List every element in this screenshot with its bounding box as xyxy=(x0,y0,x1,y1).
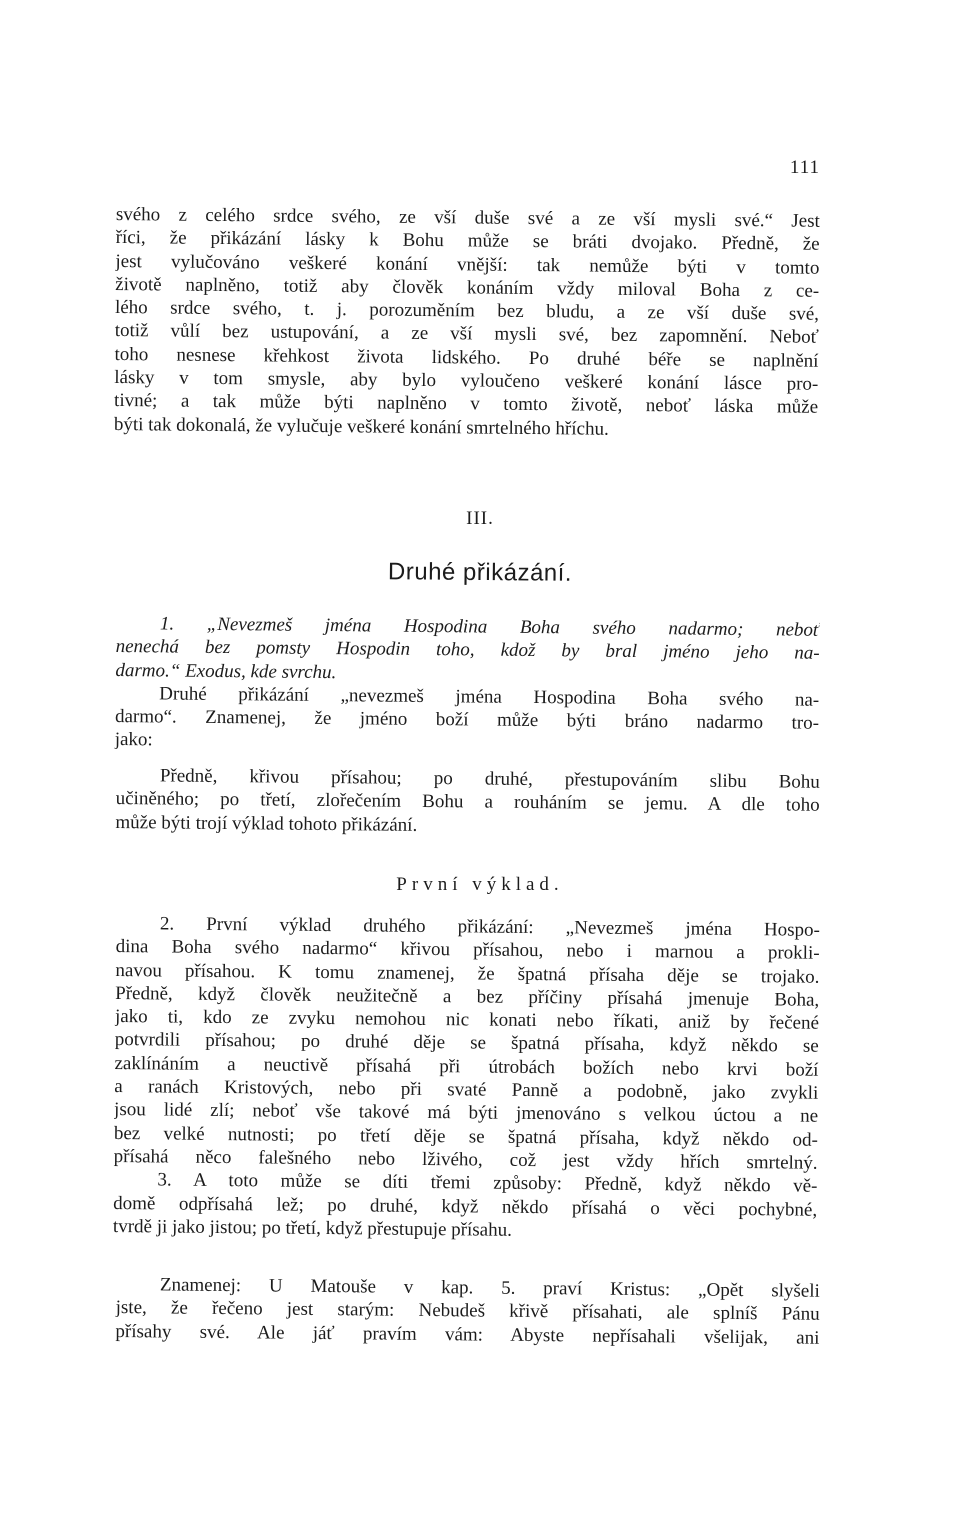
text-line: darmo.“ Exodus, kde svrchu. xyxy=(115,659,337,683)
text-line: 3. A toto může se díti třemi způsoby: Předně, když někdo vě- xyxy=(157,1169,818,1198)
text-line: lásky v tom smysle, aby bylo vyloučeno veškeré konání lásce pro- xyxy=(114,367,819,395)
text-line: učiněného; po třetí, zlořečením Bohu a rouháním se jemu. A dle toho xyxy=(115,788,820,817)
text-line: toho nesnese křehkost života lidského. Po druhé béře se naplnění xyxy=(114,343,819,372)
text-line: a ranách Kristových, nebo při svaté Panně a podobně, jako zvykli xyxy=(114,1076,819,1104)
text-line: zaklínáním a neuctivě přísahá při útrobách božích nebo krvi boží xyxy=(114,1052,819,1081)
paragraph-first-interpretation xyxy=(113,912,820,1245)
text-line: jsou lidé zlí; neboť vše takové má býti jmenováno s velkou úctou a ne xyxy=(113,1099,819,1128)
text-line: Znamenej: U Matouše v kap. 5. praví Kristus: „Opět slyšeli xyxy=(159,1274,820,1302)
text-line: domě odpřísahá lež; po druhé, když někdo přísahá o věci pochybné, xyxy=(113,1192,818,1221)
text-line: tivné; a tak může býti naplněno v tomto životě, neboť láska může xyxy=(113,390,819,419)
text-line: totiž vůlí bez ustupování, a ze vší mysli své, bez zapomnění. Neboť xyxy=(114,320,819,349)
text-line: Předně, křivou přísahou; po druhé, přestupováním slibu Bohu xyxy=(159,765,820,793)
text-line: může býti trojí výklad tohoto přikázání. xyxy=(115,811,418,836)
text-line: 1. „Nevezmeš jména Hospodina Boha svého nadarmo; neboť xyxy=(159,613,820,641)
chapter-number: III. xyxy=(466,508,494,529)
text-line: býti tak dokonalá, že vylučuje veškeré konání smrtelného hříchu. xyxy=(113,413,609,440)
text-line: nenechá bez pomsty Hospodin toho, kdož by bral jméno jeho na- xyxy=(115,636,820,665)
text-line: říci, že přikázání lásky k Bohu může se bráti dvojako. Předně, že xyxy=(115,227,820,256)
text-line: jako ti, kdo ze zvyku nemohou nic konati nebo říkati, aniž by řečené xyxy=(114,1006,820,1034)
paragraph-matthew xyxy=(115,1273,820,1350)
scripture-quote xyxy=(115,612,820,759)
text-line: Předně, když člověk neužitečně a bez příčiny přísahá jmenuje Boha, xyxy=(115,982,820,1011)
section-subheading: První výklad. xyxy=(396,874,564,895)
paragraph-three-ways xyxy=(115,764,820,841)
text-line: svého z celého srdce svého, ze vší duše své a ze vší mysli své.“ Jest xyxy=(115,203,820,232)
text-line: přísahá něco falešného nebo lživého, což jest vždy hřích smrtelný. xyxy=(113,1145,818,1174)
text-line: potvrdili přísahou; po druhé děje se špatná přísaha, když někdo se xyxy=(114,1029,819,1058)
text-line: jste, že řečeno jest starým: Nebudeš křivě přísahati, ale splníš Pánu xyxy=(115,1297,820,1326)
text-line: jako: xyxy=(114,729,153,751)
text-line: životě naplněno, totiž aby člověk konáním vždy miloval Boha z ce- xyxy=(115,273,820,302)
text-line: dina Boha svého nadarmo“ křivou přísahou, nebo i marnou a prokli- xyxy=(115,936,820,965)
text-line: jest vylučováno veškeré konání vnější: tak nemůže býti v tomto xyxy=(115,250,820,279)
text-line: navou přísahou. K tomu znamenej, že špatná přísaha děje se trojako. xyxy=(115,959,820,988)
page-number: 111 xyxy=(789,157,820,178)
text-line: Druhé přikázání „nevezmeš jména Hospodina Boha svého na- xyxy=(159,683,820,711)
text-line: bez velké nutnosti; po třetí děje se špatná přísaha, když někdo od- xyxy=(113,1122,818,1151)
text-line: darmo“. Znamenej, že jméno boží může býti bráno nadarmo tro- xyxy=(114,706,820,734)
text-line: 2. První výklad druhého přikázání: „Nevezmeš jména Hospo- xyxy=(159,913,820,941)
paragraph-love-commandment xyxy=(114,203,820,443)
text-line: tvrdě ji jako jistou; po třetí, když přestupuje přísahu. xyxy=(112,1215,513,1241)
text-line: přísahy své. Ale jáť pravím vám: Abyste nepřísahali všelijak, ani xyxy=(115,1320,820,1349)
text-line: lého srdce svého, t. j. porozuměním bez bludu, a ze vší duše své, xyxy=(114,297,820,325)
chapter-heading: Druhé přikázání. xyxy=(387,558,573,587)
